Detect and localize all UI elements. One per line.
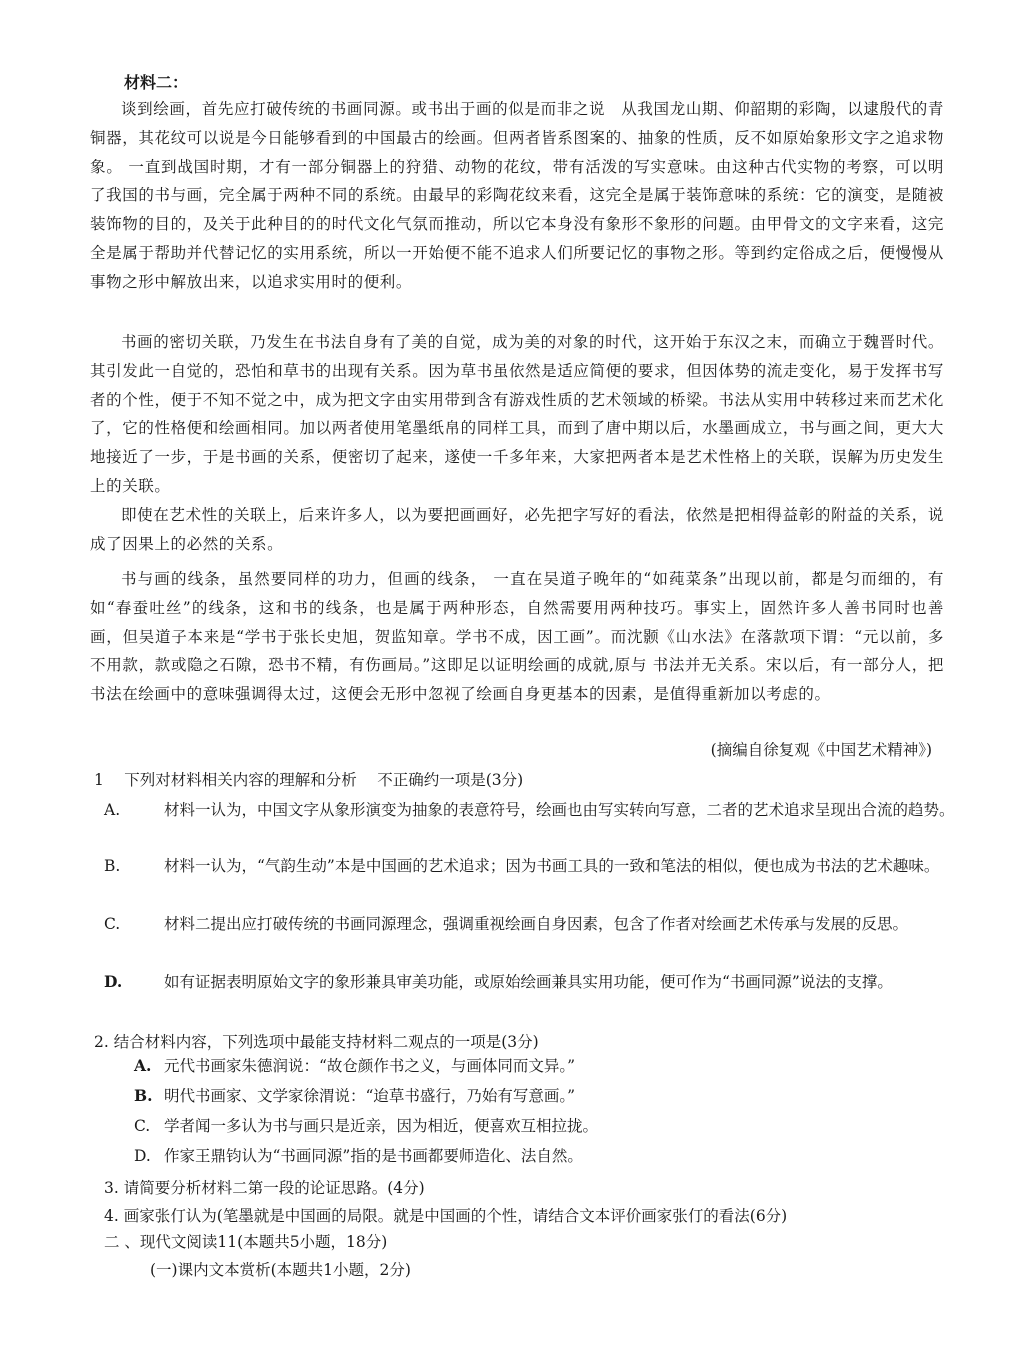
question-1-stem: 1 下列对材料相关内容的理解和分析 不正确约一项是(3分) bbox=[94, 771, 524, 789]
material-paragraph-1: 谈到绘画，首先应打破传统的书画同源。或书出于画的似是而非之说 从我国龙山期、仰韶期的彩陶，以逮殷代的青铜器，其花纹可以说是今日能够看到的中国最古的绘画。但两者皆系图案的、抽象的性质，反不如原始象形文字之追求物象。 一直到战国时期，才有一部分铜器上的狩猎、动物的花纹，带有活泼的写实意味。由这种古代实物的考察，可以明了我国的书与画，完全属于两种不同的系统。由最早的彩陶花纹来看，这完全是属于装饰意味的系统：它的演变，是随被装饰物的目的，及关于此种目的的时代文化气氛而推动，所以它本身没有象形不象形的问题。由甲骨文的文字来看，这完全是属于帮助并代替记忆的实用系统，所以一开始便不能不追求人们所要记忆的事物之形。等到约定俗成之后，便慢慢从事物之形中解放出来，以追求实用时的便利。 bbox=[90, 100, 944, 291]
source-citation: (摘编自徐复观《中国艺术精神》) bbox=[710, 741, 932, 759]
option-text: 元代书画家朱德润说：“故仓颜作书之义，与画体同而文异。” bbox=[164, 1057, 576, 1075]
option-label: B. bbox=[134, 1086, 153, 1105]
option-text: 材料二提出应打破传统的书画同源理念，强调重视绘画自身因素，包含了作者对绘画艺术传承与发展的反思。 bbox=[164, 915, 909, 933]
q2-option-d bbox=[134, 1142, 954, 1170]
question-2-stem: 2. 结合材料内容，下列选项中最能支持材料二观点的一项是(3分) bbox=[94, 1033, 539, 1051]
option-label: B. bbox=[104, 857, 121, 875]
option-text: 学者闻一多认为书与画只是近亲，因为相近，便喜欢互相拉拢。 bbox=[164, 1117, 599, 1135]
q1-option-a bbox=[104, 796, 984, 824]
material-paragraph-4: 书与画的线条，虽然要同样的功力，但画的线条， 一直在吴道子晚年的“如莼菜条”出现以前，都是匀而细的，有如“春蚕吐丝”的线条，这和书的线条，也是属于两种形态，自然需要用两种技巧。事实上，固然许多人善书同时也善画，但吴道子本来是“学书于张长史旭，贺监知章。学书不成，因工画”。而沈颢《山水法》在落款项下谓：“元以前，多不用款，款或隐之石隙，恐书不精，有伤画局。”这即足以证明绘画的成就,原与 书法并无关系。宋以后，有一部分人，把书法在绘画中的意味强调得太过，这便会无形中忽视了绘画自身更基本的因素，是值得重新加以考虑的。 bbox=[90, 570, 944, 704]
option-text: 材料一认为，“气韵生动”本是中国画的艺术追求；因为书画工具的一致和笔法的相似，便也成为书法的艺术趣味。 bbox=[164, 857, 940, 875]
q1-option-c bbox=[104, 910, 984, 938]
question-3: 3. 请简要分析材料二第一段的论证思路。(4分) bbox=[104, 1179, 425, 1197]
q1-option-b bbox=[104, 852, 984, 880]
option-text: 如有证据表明原始文字的象形兼具审美功能，或原始绘画兼具实用功能，便可作为“书画同源”说法的支撑。 bbox=[164, 973, 893, 991]
option-label: A. bbox=[104, 801, 121, 819]
option-label: C. bbox=[134, 1117, 151, 1135]
material-heading: 材料二： bbox=[124, 73, 189, 92]
section-2-title: 二 、现代文阅读11(本题共5小题，18分) bbox=[104, 1233, 388, 1251]
option-text: 作家王鼎钧认为“书画同源”指的是书画都要师造化、法自然。 bbox=[164, 1147, 583, 1165]
option-text: 材料一认为，中国文字从象形演变为抽象的表意符号，绘画也由写实转向写意，二者的艺术追求呈现出合流的趋势。 bbox=[164, 801, 955, 819]
question-4: 4. 画家张仃认为(笔墨就是中国画的局限。就是中国画的个性，请结合文本评价画家张仃的看法(6分) bbox=[104, 1207, 788, 1225]
option-label: A. bbox=[134, 1056, 152, 1075]
option-label: D. bbox=[134, 1147, 151, 1165]
q2-option-b bbox=[134, 1082, 954, 1110]
option-label: C. bbox=[104, 915, 121, 933]
q2-option-c bbox=[134, 1112, 954, 1140]
q1-option-d bbox=[104, 968, 984, 996]
material-paragraph-2: 书画的密切关联，乃发生在书法自身有了美的自觉，成为美的对象的时代，这开始于东汉之末，而确立于魏晋时代。其引发此一自觉的，恐怕和草书的出现有关系。因为草书虽依然是适应简便的要求，但因体势的流走变化，易于发挥书写者的个性，便于不知不觉之中，成为把文字由实用带到含有游戏性质的艺术领域的桥梁。书法从实用中转移过来而艺术化了，它的性格便和绘画相同。加以两者使用笔墨纸帛的同样工具，而到了唐中期以后，水墨画成立，书与画之间，更大大地接近了一步，于是书画的关系，便密切了起来，遂使一千多年来，大家把两者本是艺术性格上的关联，误解为历史发生上的关联。 bbox=[90, 333, 944, 495]
option-label: D. bbox=[104, 972, 123, 991]
option-text: 明代书画家、文学家徐渭说：“迨草书盛行，乃始有写意画。” bbox=[164, 1087, 576, 1105]
section-2-subtitle: (一)课内文本赏析(本题共1小题，2分) bbox=[150, 1261, 411, 1279]
material-paragraph-3: 即使在艺术性的关联上，后来许多人，以为要把画画好，必先把字写好的看法，依然是把相得益彰的附益的关系，说成了因果上的必然的关系。 bbox=[90, 506, 944, 553]
q2-option-a bbox=[134, 1052, 954, 1080]
